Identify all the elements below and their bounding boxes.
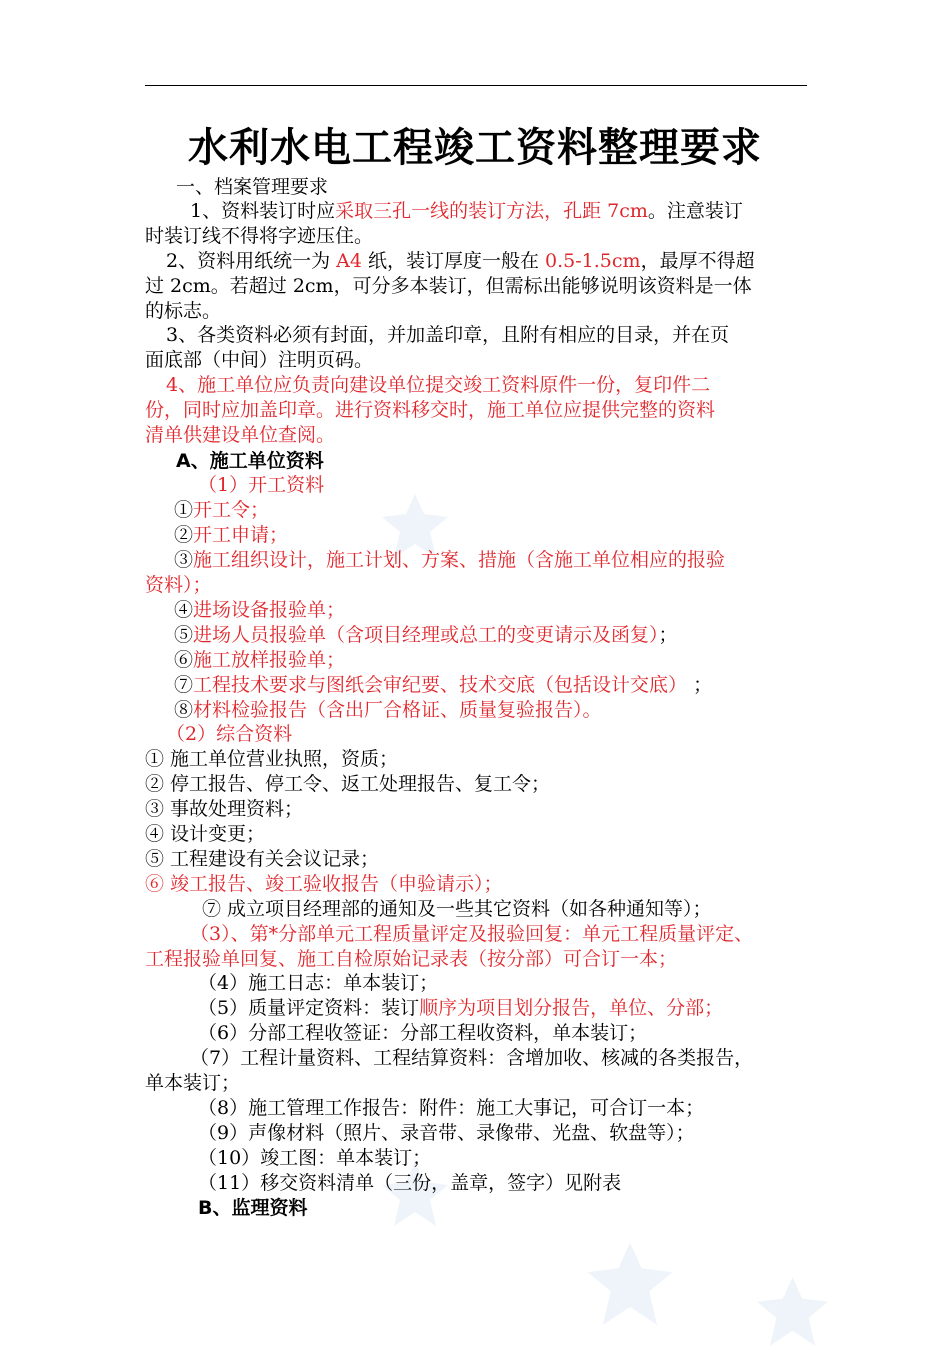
- list-item: ③施工组织设计，施工计划、方案、措施（含施工单位相应的报验: [174, 549, 726, 571]
- paragraph-line: 2、资料用纸统一为 A4 纸，装订厚度一般在 0.5-1.5cm，最厚不得超: [166, 250, 755, 272]
- section-heading: B、监理资料: [198, 1197, 308, 1219]
- subsection-heading: （1）开工资料: [198, 474, 325, 496]
- list-item: ⑤进场人员报验单（含项目经理或总工的变更请示及函复）；: [174, 624, 678, 646]
- list-item-continuation: 资料）；: [145, 574, 212, 596]
- snowflake-watermark-icon: [755, 1275, 830, 1350]
- list-item: ⑥ 竣工报告、竣工验收报告（申验请示）；: [145, 873, 503, 895]
- subsection-heading: （2）综合资料: [166, 723, 293, 745]
- paragraph-line: 3、各类资料必须有封面，并加盖印章，且附有相应的目录，并在页: [166, 324, 730, 346]
- list-item: ④进场设备报验单；: [174, 599, 346, 621]
- paragraph-line: 单本装订；: [145, 1072, 241, 1094]
- header-rule: [145, 85, 807, 86]
- paragraph-line: （5）质量评定资料：装订顺序为项目划分报告，单位、分部；: [198, 997, 724, 1019]
- paragraph-line: （9）声像材料（照片、录音带、录像带、光盘、软盘等）；: [198, 1122, 695, 1144]
- list-item: ⑦工程技术要求与图纸会审纪要、技术交底（包括设计交底） ；: [174, 674, 713, 696]
- paragraph-line: 面底部（中间）注明页码。: [145, 349, 374, 371]
- paragraph-line: 的标志。: [145, 300, 222, 322]
- snowflake-watermark-icon: [585, 1240, 675, 1330]
- section-heading: A、施工单位资料: [176, 450, 324, 472]
- paragraph-line: （10）竣工图：单本装订；: [198, 1147, 432, 1169]
- paragraph-line: （8）施工管理工作报告：附件：施工大事记，可合订一本；: [198, 1097, 705, 1119]
- paragraph-line: （7）工程计量资料、工程结算资料：含增加收、核减的各类报告，: [190, 1047, 754, 1069]
- paragraph-line: 1、资料装订时应采取三孔一线的装订方法，孔距 7cm。注意装订: [190, 200, 743, 222]
- list-item: ③ 事故处理资料；: [145, 798, 304, 820]
- paragraph-line: （3）、第*分部单元工程质量评定及报验回复：单元工程质量评定、: [190, 923, 754, 945]
- paragraph-line: 清单供建设单位查阅。: [145, 424, 336, 446]
- paragraph-line: 工程报验单回复、施工自检原始记录表（按分部）可合订一本；: [145, 948, 678, 970]
- paragraph-line: （6）分部工程收签证：分部工程收资料，单本装订；: [198, 1022, 648, 1044]
- section-heading: 一、档案管理要求: [176, 176, 329, 198]
- document-title: 水利水电工程竣工资料整理要求: [188, 125, 762, 171]
- list-item: ⑦ 成立项目经理部的通知及一些其它资料（如各种通知等）；: [202, 898, 712, 920]
- list-item: ②开工申请；: [174, 524, 289, 546]
- list-item: ①开工令；: [174, 499, 270, 521]
- list-item: ⑥施工放样报验单；: [174, 649, 346, 671]
- list-item: ⑧材料检验报告（含出厂合格证、质量复验报告）。: [174, 699, 602, 721]
- list-item: ④ 设计变更；: [145, 823, 266, 845]
- paragraph-line: 份，同时应加盖印章。进行资料移交时，施工单位应提供完整的资料: [145, 399, 716, 421]
- list-item: ① 施工单位营业执照，资质；: [145, 748, 399, 770]
- paragraph-line: 时装订线不得将字迹压住。: [145, 225, 374, 247]
- paragraph-line: 4、施工单位应负责向建设单位提交竣工资料原件一份，复印件二: [166, 374, 711, 396]
- paragraph-line: （4）施工日志：单本装订；: [198, 972, 439, 994]
- paragraph-line: 过 2cm。若超过 2cm，可分多本装订，但需标出能够说明该资料是一体: [145, 275, 752, 297]
- list-item: ② 停工报告、停工令、返工处理报告、复工令；: [145, 773, 551, 795]
- paragraph-line: （11）移交资料清单（三份，盖章，签字）见附表: [198, 1172, 622, 1194]
- list-item: ⑤ 工程建设有关会议记录；: [145, 848, 380, 870]
